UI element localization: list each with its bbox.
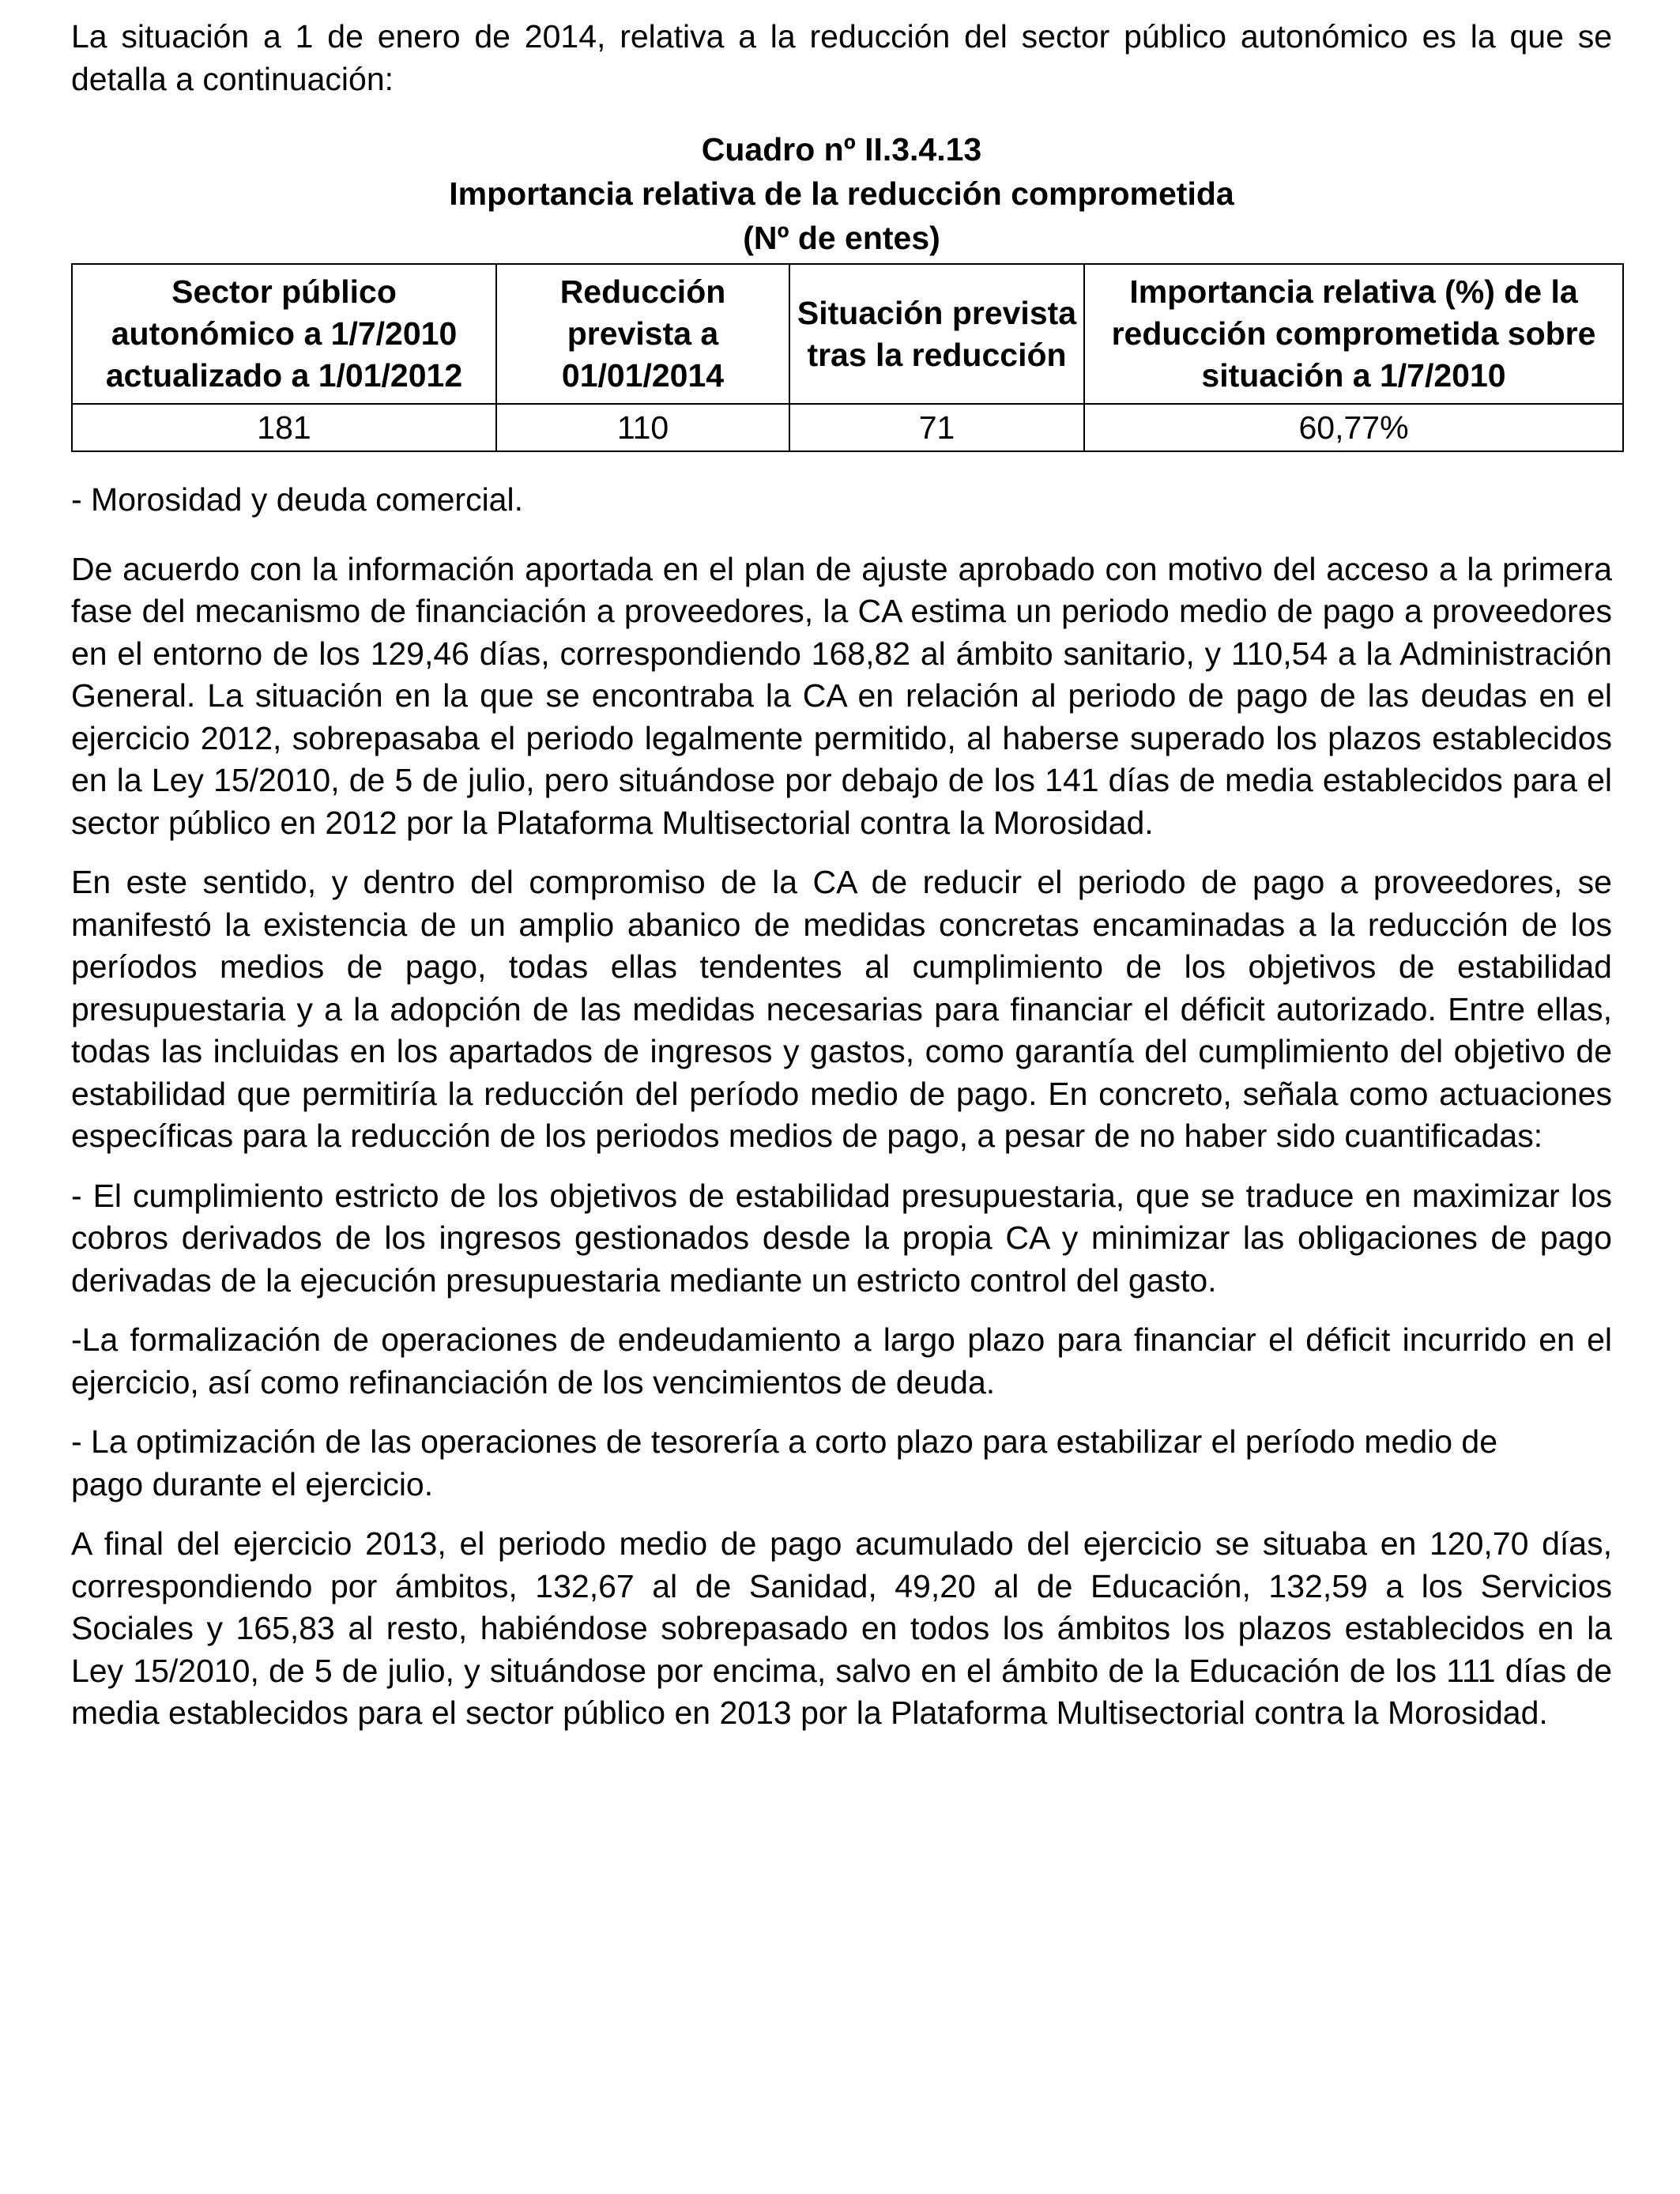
table-cell: 110 [496, 404, 789, 451]
body-paragraph: En este sentido, y dentro del compromiso de la CA de reducir el periodo de pago a proveedores, se manifestó la existencia de un amplio abanico de medidas concretas encaminadas a la reducción de los períodos medios de pago, todas ellas tendentes al cumplimiento de los objetivos de estabilidad presupuestaria y a la adopción de las medidas necesarias para financiar el déficit autorizado. Entre ellas, todas las incluidas en los apartados de ingresos y gastos, como garantía del cumplimiento del objetivo de estabilidad que permitiría la reducción del período medio de pago. En concreto, señala como actuaciones específicas para la reducción de los periodos medios de pago, a pesar de no haber sido cuantificadas: [71, 864, 1612, 1154]
reduction-table [71, 263, 1624, 452]
body-paragraph: De acuerdo con la información aportada en el plan de ajuste aprobado con motivo del acceso a la primera fase del mecanismo de financiación a proveedores, la CA estima un periodo medio de pago a proveedores en el entorno de los 129,46 días, correspondiendo 168,82 al ámbito sanitario, y 110,54 a la Administración General. La situación en la que se encontraba la CA en relación al periodo de pago de las deudas en el ejercicio 2012, sobrepasaba el periodo legalmente permitido, al haberse superado los plazos establecidos en la Ley 15/2010, de 5 de julio, pero situándose por debajo de los 141 días de media establecidos para el sector público en 2012 por la Plataforma Multisectorial contra la Morosidad. [71, 550, 1612, 841]
table-row [72, 404, 1623, 451]
table-caption-title: Importancia relativa de la reducción comprometida [449, 175, 1234, 212]
bullet-paragraph: - El cumplimiento estricto de los objetivos de estabilidad presupuestaria, que se traduce en maximizar los cobros derivados de los ingresos gestionados desde la propia CA y minimizar las obligaciones de pago derivadas de la ejecución presupuestaria mediante un estricto control del gasto. [71, 1177, 1612, 1299]
bullet-paragraph: - La optimización de las operaciones de tesorería a corto plazo para estabilizar el período medio de pago durante el ejercicio. [71, 1423, 1498, 1502]
intro-paragraph: La situación a 1 de enero de 2014, relativa a la reducción del sector público autonómico es la que se detalla a continuación: [71, 18, 1612, 97]
table-caption-unit: (Nº de entes) [743, 220, 940, 256]
column-header: Situación prevista tras la reducción [789, 264, 1084, 404]
table-cell: 71 [789, 404, 1084, 451]
table-header-row [72, 264, 1623, 404]
column-header: Reducción prevista a 01/01/2014 [496, 264, 789, 404]
column-header: Importancia relativa (%) de la reducción comprometida sobre situación a 1/7/2010 [1084, 264, 1623, 404]
section-heading: - Morosidad y deuda comercial. [71, 481, 523, 518]
bullet-paragraph: -La formalización de operaciones de endeudamiento a largo plazo para financiar el déficit incurrido en el ejercicio, así como refinanciación de los vencimientos de deuda. [71, 1321, 1612, 1400]
document-page [71, 16, 1612, 1735]
body-paragraph: A final del ejercicio 2013, el periodo medio de pago acumulado del ejercicio se situaba en 120,70 días, correspondiendo por ámbitos, 132,67 al de Sanidad, 49,20 al de Educación, 132,59 a los Servicios Sociales y 165,83 al resto, habiéndose sobrepasado en todos los ámbitos los plazos establecidos en la Ley 15/2010, de 5 de julio, y situándose por encima, salvo en el ámbito de la Educación de los 111 días de media establecidos para el sector público en 2013 por la Plataforma Multisectorial contra la Morosidad. [71, 1525, 1612, 1731]
table-cell: 60,77% [1084, 404, 1623, 451]
table-caption-number: Cuadro nº II.3.4.13 [701, 131, 982, 168]
table-cell: 181 [72, 404, 496, 451]
column-header: Sector público autonómico a 1/7/2010 actualizado a 1/01/2012 [72, 264, 496, 404]
